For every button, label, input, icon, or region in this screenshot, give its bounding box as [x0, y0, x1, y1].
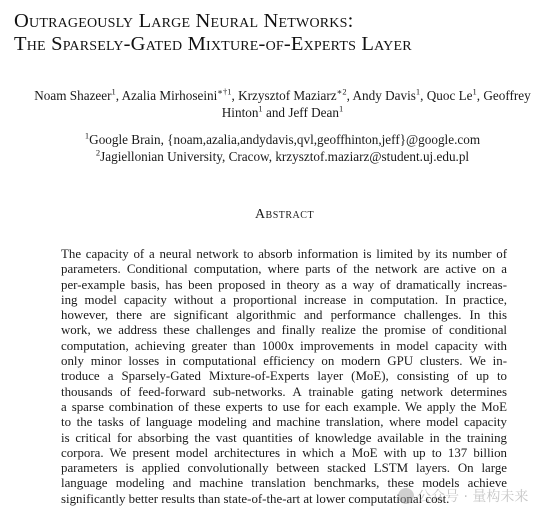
watermark-text: 公众号 · 量构未来 — [417, 489, 529, 505]
author-name: Hinton — [221, 105, 259, 120]
affiliation-text: Jagiellonian University, Cracow, krzysztof.maziarz@student.uj.edu.pl — [100, 148, 470, 164]
author-list — [20, 87, 545, 121]
author-affiliation-mark: ∗2 — [336, 86, 347, 97]
abstract-line: per-example basis, has been proposed in theory as a way of dramatically increas- — [61, 277, 507, 292]
abstract-line: however, there are significant algorithmic and performance challenges. In this — [61, 308, 507, 323]
abstract-body — [61, 247, 507, 507]
author-name: Jeff Dean — [288, 105, 339, 120]
title-line-2: The Sparsely-Gated Mixture-of-Experts Layer — [14, 33, 412, 55]
abstract-line: to the tasks of language modeling and machine translation, where model capacity — [61, 415, 507, 430]
paper-title — [14, 10, 544, 56]
author-name: Geoffrey — [483, 88, 531, 103]
author-name: Noam Shazeer — [34, 88, 112, 103]
author-line-1: Noam Shazeer$^1$, Azalia Mirhoseini$^{∗\dagger 1}$, Krzysztof Maziarz$^{∗2}$, Andy Davis$^1$, Quoc Le$^1$, Geoffrey — [34, 86, 531, 103]
author-line-2: Hinton$^1$ and Jeff Dean$^1$ — [221, 103, 344, 120]
author-affiliation-mark: 1 — [415, 86, 421, 97]
affiliations — [20, 132, 545, 165]
author-affiliation-mark: ∗†1 — [217, 86, 232, 97]
affiliation-mark: 1 — [84, 130, 90, 141]
watermark — [398, 485, 543, 507]
affiliation-text: Google Brain, {noam,azalia,andydavis,qvl,geoffhinton,jeff}@google.com — [89, 132, 481, 147]
abstract-line: language modeling and machine translation benchmarks, these models achieve — [61, 476, 507, 491]
author-name: Quoc Le — [426, 88, 473, 103]
author-name: Andy Davis — [352, 88, 416, 103]
affiliation-line — [20, 149, 545, 166]
wechat-logo-icon — [398, 488, 414, 504]
abstract-line: corpora. We present model architectures in which a MoE with up to 137 billion — [61, 445, 507, 460]
abstract-line: work, we address these challenges and finally realize the promise of conditional — [61, 323, 507, 338]
abstract-line: parameters. Conditional computation, where parts of the network are active on a — [61, 262, 507, 277]
abstract-line: ing model capacity without a proportional increase in computation. In practice, — [61, 292, 507, 307]
author-name: Krzysztof Maziarz — [238, 88, 337, 103]
abstract-line: The capacity of a neural network to absorb information is limited by its number of — [61, 247, 507, 261]
abstract-heading: Abstract — [254, 207, 315, 222]
author-name: Azalia Mirhoseini — [121, 88, 218, 103]
author-affiliation-mark: 1 — [338, 103, 344, 114]
abstract-line: significantly better results than state-of-the-art at lower computational cost. — [61, 491, 450, 506]
author-affiliation-mark: 1 — [258, 103, 263, 114]
abstract-line: parameters is applied convolutionally between stacked LSTM layers. On large — [61, 461, 507, 476]
abstract-line: only minor losses in computational efficiency on modern GPU clusters. We in- — [61, 354, 507, 369]
abstract-line: troduce a Sparsely-Gated Mixture-of-Experts layer (MoE), consisting of up to — [61, 369, 507, 384]
title-line-1: Outrageously Large Neural Networks: — [14, 10, 354, 32]
affiliation-mark: 2 — [95, 147, 101, 158]
abstract-line: thousands of feed-forward sub-networks. A trainable gating network determines — [61, 384, 507, 399]
author-affiliation-mark: 1 — [111, 86, 116, 97]
affiliation-line — [20, 132, 545, 149]
author-affiliation-mark: 1 — [472, 86, 477, 97]
abstract-line: a sparse combination of these experts to use for each example. We apply the MoE — [61, 399, 507, 414]
abstract-line: is critical for absorbing the vast quantities of knowledge available in the training — [61, 430, 507, 445]
abstract-line: computation, achieving greater than 1000x improvements in model capacity with — [61, 338, 507, 353]
